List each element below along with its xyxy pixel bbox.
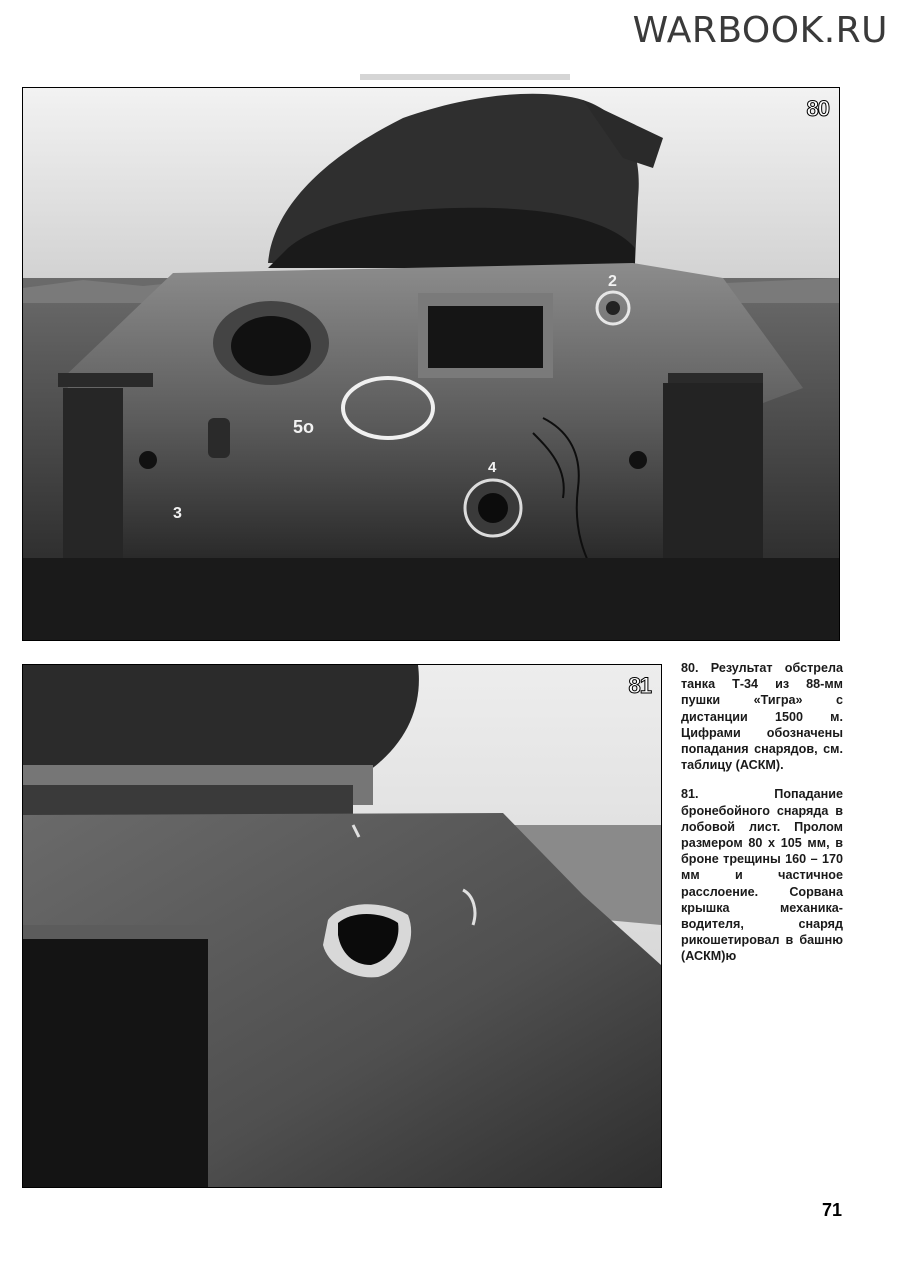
glacis-hit-illustration bbox=[23, 665, 661, 1187]
hit-label-2: 2 bbox=[608, 273, 617, 290]
tank-front-illustration bbox=[23, 88, 839, 640]
hit-label-3: 3 bbox=[173, 505, 182, 522]
captions-block bbox=[681, 660, 843, 978]
photo-81 bbox=[22, 664, 662, 1188]
photo-number-81: 81 bbox=[628, 673, 651, 698]
hit-label-5o: 5o bbox=[293, 417, 315, 437]
site-watermark: WARBOOK.RU bbox=[632, 10, 888, 51]
caption-81: 81. Попадание бронебойного снаряда в лобовой лист. Пролом размером 80 х 105 мм, в броне трещины 160 – 170 мм и частичное расслоение. Сорвана крышка механика-водителя, снаряд рикошетировал в башню (АСКМ)ю bbox=[681, 787, 843, 964]
photo-80 bbox=[22, 87, 840, 641]
hit-label-4: 4 bbox=[488, 459, 497, 476]
page-number: 71 bbox=[822, 1200, 843, 1220]
caption-80: 80. Результат обстрела танка Т-34 из 88-мм пушки «Тигра» с дистанции 1500 м. Цифрами обозначены попадания снарядов, см. таблицу (АСКМ). bbox=[681, 661, 843, 773]
photo-number-80: 80 bbox=[806, 96, 829, 121]
